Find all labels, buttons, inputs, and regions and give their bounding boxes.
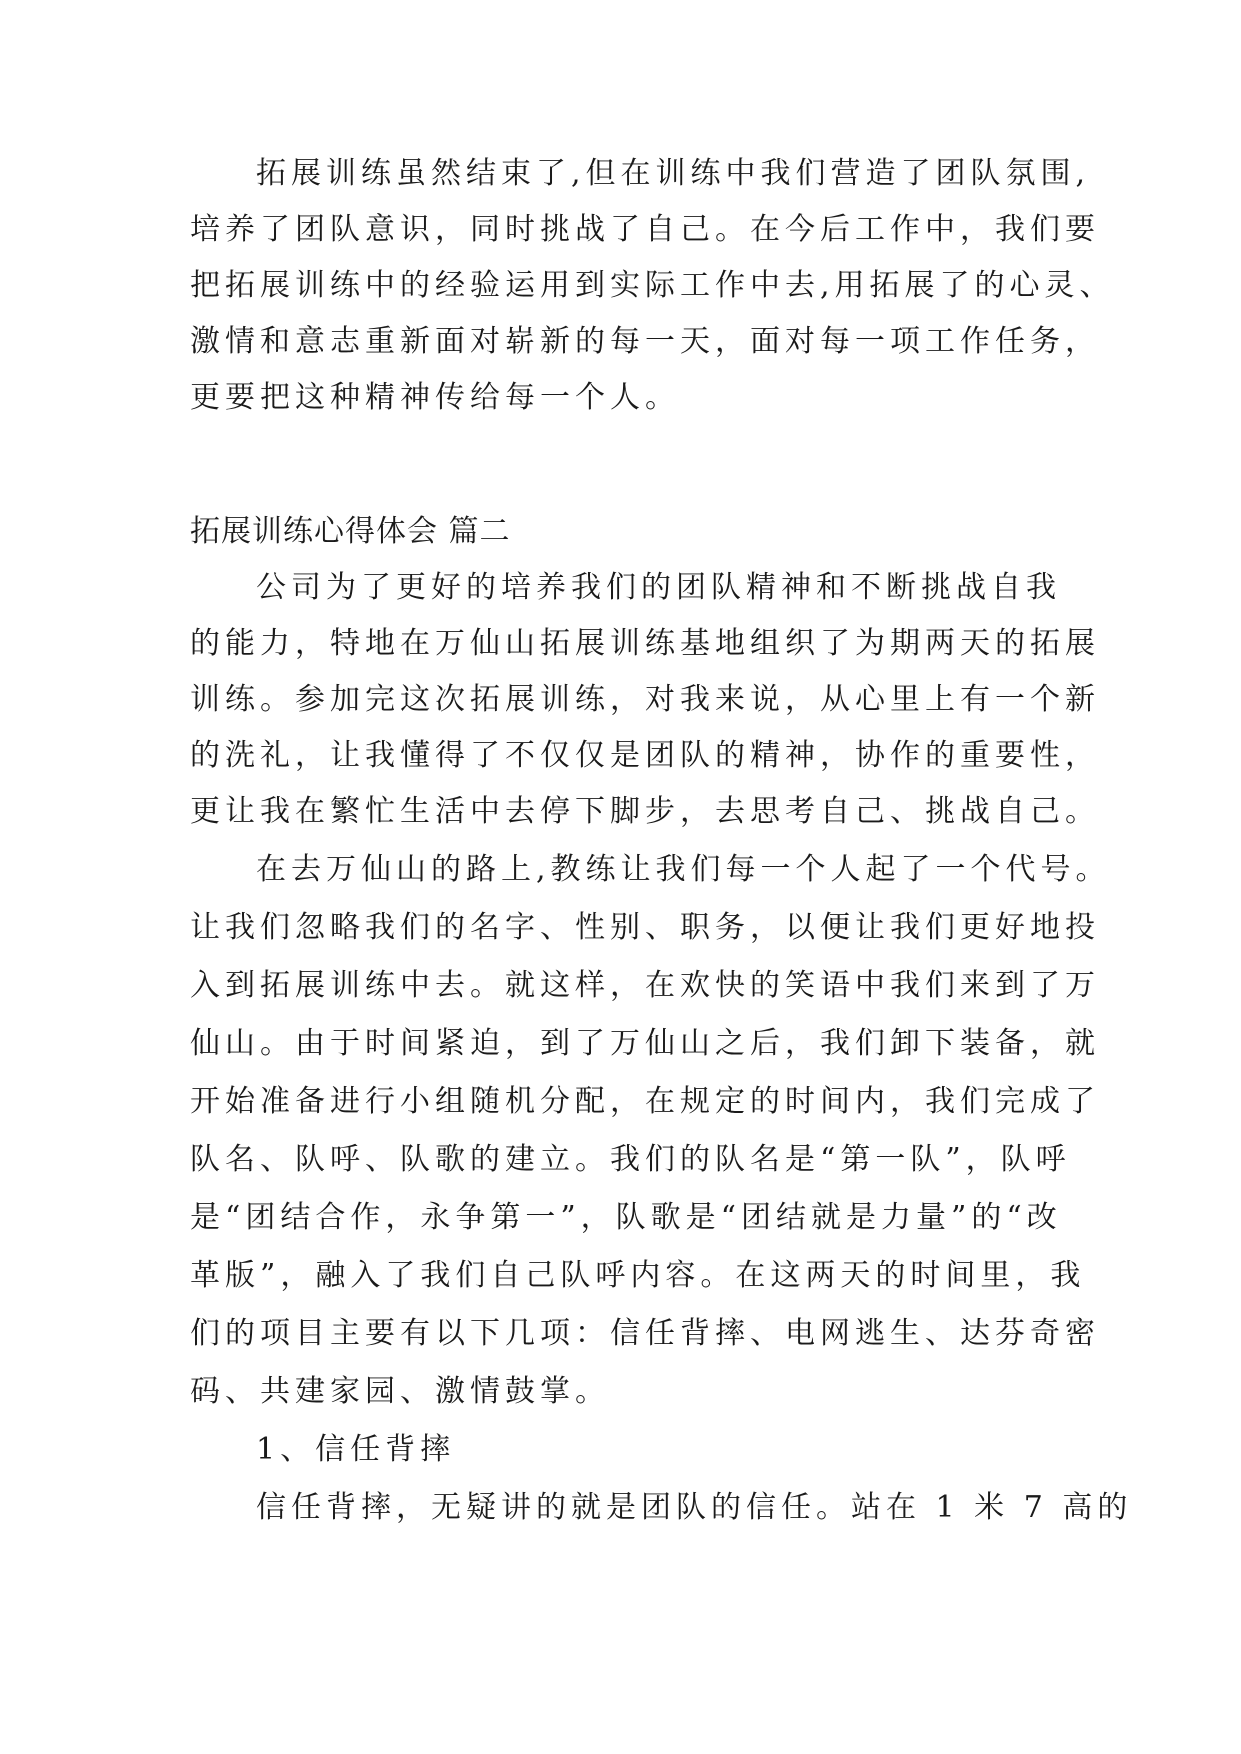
paragraph-line: 革版”，融入了我们自己队呼内容。在这两天的时间里，我: [190, 1258, 1086, 1293]
paragraph-line: 仙山。由于时间紧迫，到了万仙山之后，我们卸下装备，就: [190, 1026, 1100, 1061]
paragraph-line: 激情和意志重新面对崭新的每一天，面对每一项工作任务，: [190, 324, 1100, 359]
paragraph-line: 信任背摔，无疑讲的就是团队的信任。站在 1 米 7 高的: [256, 1490, 1133, 1525]
paragraph-line: 队名、队呼、队歌的建立。我们的队名是“第一队”，队呼: [190, 1142, 1071, 1177]
paragraph-line: 拓展训练虽然结束了,但在训练中我们营造了团队氛围,: [256, 156, 1091, 191]
paragraph-line: 在去万仙山的路上,教练让我们每一个人起了一个代号。: [256, 852, 1111, 887]
paragraph-line: 的洗礼，让我懂得了不仅仅是团队的精神，协作的重要性，: [190, 738, 1100, 773]
section-heading: 拓展训练心得体会 篇二: [190, 514, 511, 549]
paragraph-line: 培养了团队意识，同时挑战了自己。在今后工作中，我们要: [190, 212, 1100, 247]
paragraph-line: 码、共建家园、激情鼓掌。: [190, 1374, 610, 1409]
paragraph-line: 更让我在繁忙生活中去停下脚步，去思考自己、挑战自己。: [190, 794, 1100, 829]
paragraph-line: 们的项目主要有以下几项：信任背摔、电网逃生、达芬奇密: [190, 1316, 1100, 1351]
paragraph-line: 让我们忽略我们的名字、性别、职务，以便让我们更好地投: [190, 910, 1100, 945]
paragraph-line: 更要把这种精神传给每一个人。: [190, 380, 680, 415]
paragraph-line: 开始准备进行小组随机分配，在规定的时间内，我们完成了: [190, 1084, 1100, 1119]
paragraph-line: 是“团结合作，永争第一”，队歌是“团结就是力量”的“改: [190, 1200, 1062, 1235]
paragraph-line: 训练。参加完这次拓展训练，对我来说，从心里上有一个新: [190, 682, 1100, 717]
paragraph-line: 的能力，特地在万仙山拓展训练基地组织了为期两天的拓展: [190, 626, 1100, 661]
paragraph-line: 把拓展训练中的经验运用到实际工作中去,用拓展了的心灵、: [190, 268, 1115, 303]
paragraph-line: 公司为了更好的培养我们的团队精神和不断挑战自我: [256, 570, 1061, 605]
subheading: 1、信任背摔: [256, 1432, 456, 1467]
paragraph-line: 入到拓展训练中去。就这样，在欢快的笑语中我们来到了万: [190, 968, 1100, 1003]
